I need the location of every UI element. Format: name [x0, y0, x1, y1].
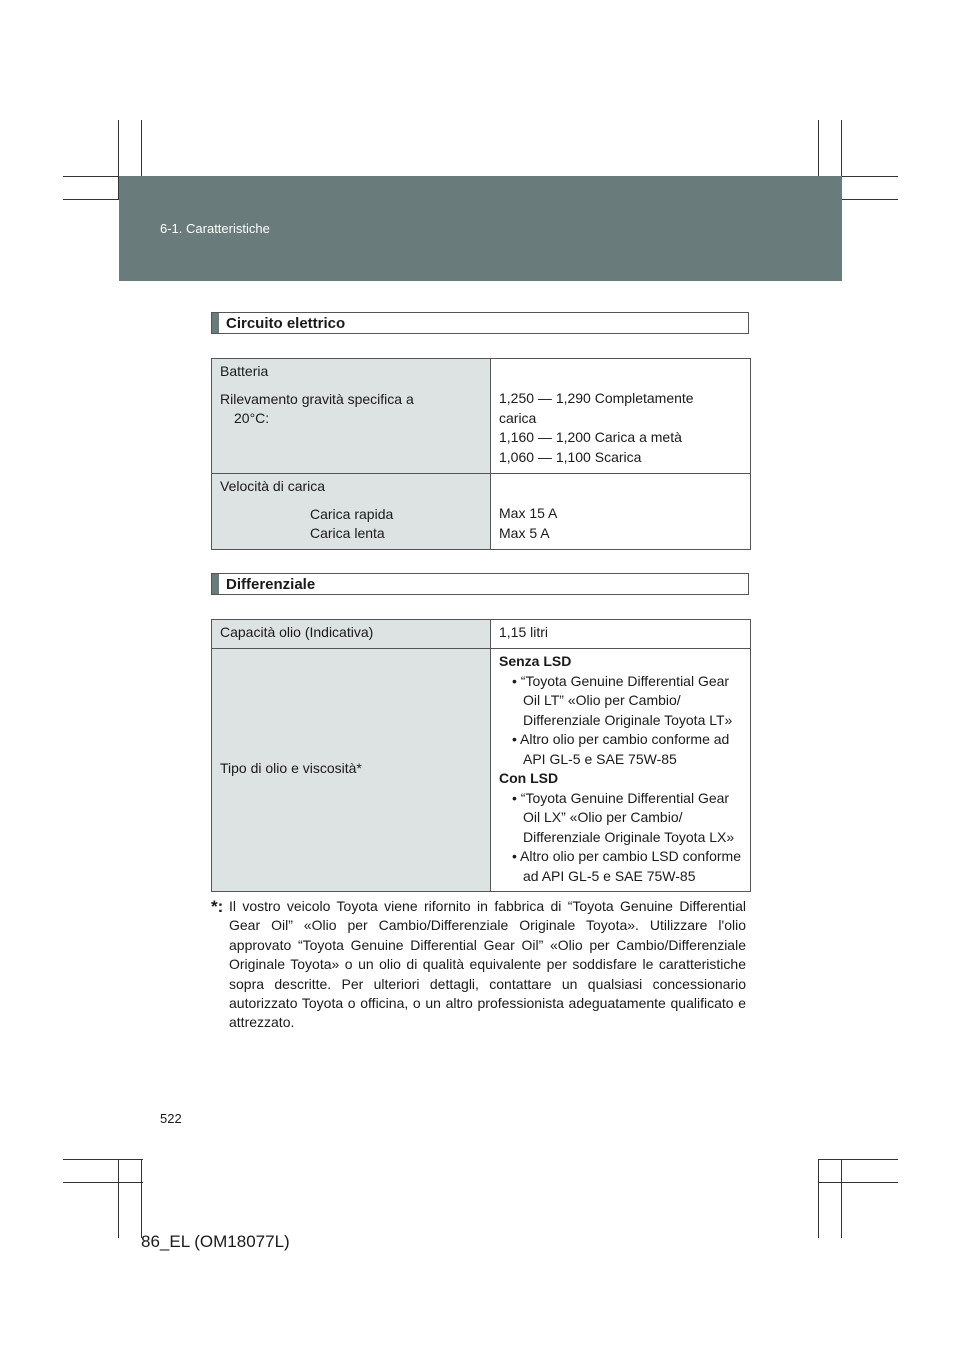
without-lsd-item: • “Toyota Genuine Differential Gear Oil LT” «Olio per Cambio/ Differenziale Originale Toyota LT» [512, 672, 733, 728]
table-row [212, 649, 751, 892]
gravity-temp: 20°C: [234, 410, 270, 426]
section-title-text: Differenziale [226, 576, 316, 593]
gravity-half: 1,160 — 1,200 Carica a metà [499, 429, 682, 445]
with-lsd-heading: Con LSD [499, 770, 559, 786]
oil-label-cell [212, 649, 491, 892]
crop-mark [118, 1160, 119, 1238]
crop-mark [141, 1160, 142, 1238]
table-row [212, 359, 751, 474]
section-title-differential [211, 573, 749, 595]
battery-label: Batteria [220, 363, 269, 379]
slow-charge-label: Carica lenta [310, 525, 385, 541]
table-row [212, 620, 751, 649]
gravity-full: 1,250 — 1,290 Completamente [499, 390, 694, 406]
oil-value-cell [491, 649, 751, 892]
differential-table [211, 619, 751, 892]
without-lsd-heading: Senza LSD [499, 653, 572, 669]
section-title-bar [212, 313, 219, 333]
footnote-text: Il vostro veicolo Toyota viene rifornito in fabbrica di “Toyota Genuine Differential Gear Oil” «Olio per Cambio/Differenziale Originale Toyota». Utilizzare l'olio approvato “Toyota Genuine Differential Gear Oil” «Olio per Cambio/Differenziale Originale Toyota» o un olio di qualità equivalente per soddisfare le caratteristiche sopra descritte. Per ulteriori dettagli, contattare un qualsiasi concessionario autorizzato Toyota o officina, o un altro professionista adeguatamente qualificato e attrezzato. [229, 898, 746, 1031]
document-code: 86_EL (OM18077L) [141, 1232, 290, 1251]
capacity-value-cell [491, 620, 751, 649]
electrical-table [211, 358, 751, 550]
without-lsd-item: • Altro olio per cambio conforme ad API GL-5 e SAE 75W-85 [512, 731, 730, 767]
gravity-discharged: 1,060 — 1,100 Scarica [499, 448, 642, 465]
battery-label-cell [212, 359, 491, 474]
footnote-mark: *: [211, 897, 224, 916]
crop-mark [63, 1182, 143, 1183]
fast-charge-label: Carica rapida [310, 505, 394, 522]
page-number: 522 [160, 1111, 182, 1126]
crop-mark [818, 1182, 898, 1183]
crop-mark [63, 1159, 143, 1160]
with-lsd-item: • “Toyota Genuine Differential Gear Oil LX” «Olio per Cambio/ Differenziale Originale Toyota LX» [512, 789, 735, 845]
crop-mark [818, 1159, 898, 1160]
crop-mark [841, 1160, 842, 1238]
section-breadcrumb: 6-1. Caratteristiche [160, 221, 270, 236]
gravity-label: Rilevamento gravità specifica a [220, 390, 414, 407]
slow-charge-value: Max 5 A [499, 524, 550, 541]
section-title-electrical [211, 312, 749, 334]
gravity-full-cont: carica [499, 409, 537, 426]
capacity-value: 1,15 litri [499, 624, 549, 640]
charge-label-cell [212, 474, 491, 550]
with-lsd-item: • Altro olio per cambio LSD conforme ad API GL-5 e SAE 75W-85 [512, 848, 742, 884]
battery-value-cell [491, 359, 751, 474]
capacity-label: Capacità olio (Indicativa) [220, 624, 374, 640]
crop-mark [818, 1160, 819, 1238]
table-row [212, 474, 751, 550]
charge-rate-label: Velocità di carica [220, 478, 326, 494]
charge-value-cell [491, 474, 751, 550]
section-title-text: Circuito elettrico [226, 315, 346, 332]
fast-charge-value: Max 15 A [499, 505, 558, 521]
footnote [211, 897, 746, 1033]
oil-type-label: Tipo di olio e viscosità* [220, 760, 362, 777]
capacity-label-cell [212, 620, 491, 649]
section-title-bar [212, 574, 219, 594]
